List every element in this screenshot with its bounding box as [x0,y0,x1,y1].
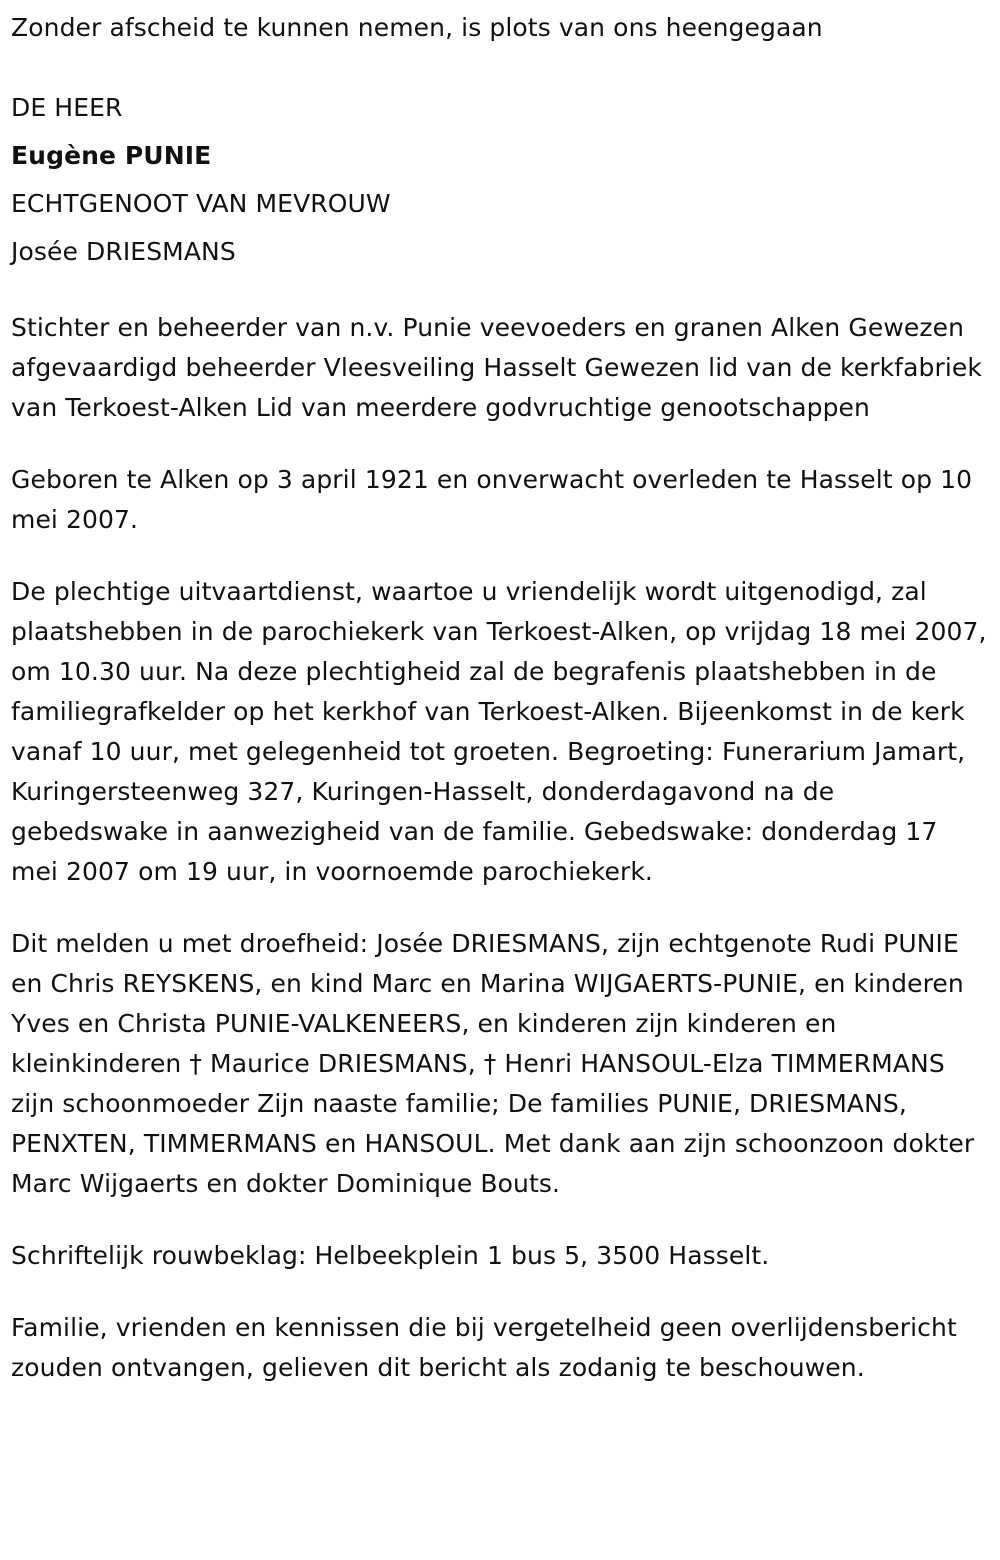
paragraph-functions: Stichter en beheerder van n.v. Punie veevoeders en granen Alken Gewezen afgevaardigd beheerder Vleesveiling Hasselt Gewezen lid van de kerkfabriek van Terkoest-Alken Lid van meerdere godvruchtige genootschappen [11,313,982,422]
deceased-name: Eugène PUNIE [11,141,212,170]
paragraph-birth-death: Geboren te Alken op 3 april 1921 en onverwacht overleden te Hasselt op 10 mei 2007. [11,465,973,534]
intro-line: Zonder afscheid te kunnen nemen, is plots van ons heengegaan [11,13,823,42]
spacer [11,1204,988,1236]
spacer [11,276,988,308]
spacer [11,540,988,572]
spacer [11,1276,988,1308]
spacer [11,52,988,84]
title-prefix: DE HEER [11,93,123,122]
paragraph-closing: Familie, vrienden en kennissen die bij vergetelheid geen overlijdensbericht zouden ontvangen, gelieven dit bericht als zodanig te beschouwen. [11,1313,957,1382]
paragraph-condolence-address: Schriftelijk rouwbeklag: Helbeekplein 1 bus 5, 3500 Hasselt. [11,1241,770,1270]
spouse-name: Josée DRIESMANS [11,237,236,266]
spouse-prefix: ECHTGENOOT VAN MEVROUW [11,189,391,218]
spacer [11,892,988,924]
paragraph-funeral-service: De plechtige uitvaartdienst, waartoe u vriendelijk wordt uitgenodigd, zal plaatshebben in de parochiekerk van Terkoest-Alken, op vrijdag 18 mei 2007, om 10.30 uur. Na deze plechtigheid zal de begrafenis plaatshebben in de familiegrafkelder op het kerkhof van Terkoest-Alken. Bijeenkomst in de kerk vanaf 10 uur, met gelegenheid tot groeten. Begroeting: Funerarium Jamart, Kuringersteenweg 327, Kuringen-Hasselt, donderdagavond na de gebedswake in aanwezigheid van de familie. Gebedswake: donderdag 17 mei 2007 om 19 uur, in voornoemde parochiekerk. [11,577,987,886]
spacer [11,428,988,460]
paragraph-family: Dit melden u met droefheid: Josée DRIESMANS, zijn echtgenote Rudi PUNIE en Chris REYSKENS, en kind Marc en Marina WIJGAERTS-PUNIE, en kinderen Yves en Christa PUNIE-VALKENEERS, en kinderen zijn kinderen en kleinkinderen † Maurice DRIESMANS, † Henri HANSOUL-Elza TIMMERMANS zijn schoonmoeder Zijn naaste familie; De families PUNIE, DRIESMANS, PENXTEN, TIMMERMANS en HANSOUL. Met dank aan zijn schoonzoon dokter Marc Wijgaerts en dokter Dominique Bouts. [11,929,975,1198]
